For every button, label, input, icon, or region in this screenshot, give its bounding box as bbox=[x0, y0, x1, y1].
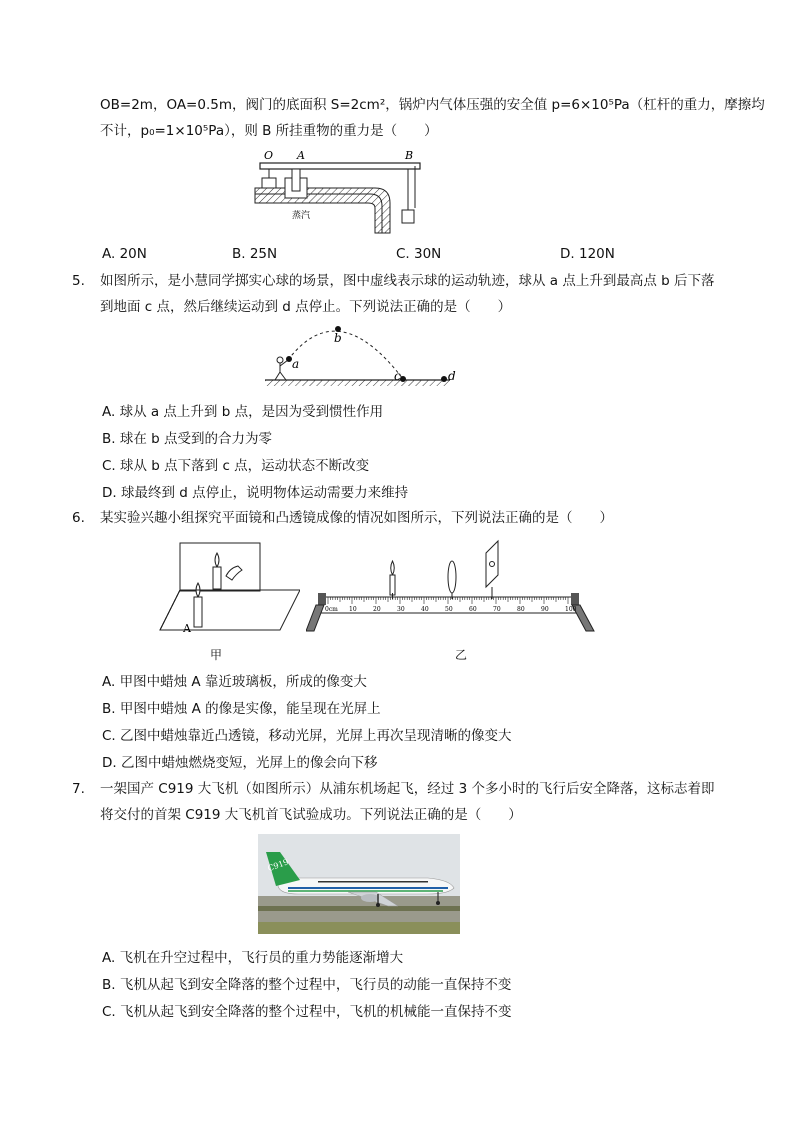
ruler-tick-label: 70 bbox=[493, 606, 501, 613]
q4-option-a[interactable]: A. 20N bbox=[102, 246, 147, 262]
ruler-tick-label: 0cm bbox=[325, 606, 338, 613]
q5-option-c[interactable]: C. 球从 b 点下落到 c 点，运动状态不断改变 bbox=[102, 458, 370, 474]
q6-option-d[interactable]: D. 乙图中蜡烛燃烧变短，光屏上的像会向下移 bbox=[102, 755, 378, 771]
q4-lever-figure bbox=[250, 148, 450, 238]
q5-text-line2: 到地面 c 点，然后继续运动到 d 点停止。下列说法正确的是（ ） bbox=[100, 299, 512, 315]
q4-text-line2: 不计，p₀=1×10⁵Pa），则 B 所挂重物的重力是（ ） bbox=[100, 123, 438, 139]
label-b: b bbox=[334, 331, 342, 345]
q6-lens-figure bbox=[306, 535, 596, 635]
c919-airplane-photo bbox=[258, 834, 460, 934]
ruler-tick-label: 100 bbox=[565, 606, 577, 613]
q6-mirror-figure bbox=[150, 540, 300, 640]
q5-text-line1: 如图所示，是小慧同学掷实心球的场景，图中虚线表示球的运动轨迹，球从 a 点上升到最高点 b 后下落 bbox=[100, 273, 715, 289]
q4-option-d[interactable]: D. 120N bbox=[560, 246, 615, 262]
label-candle-A: A bbox=[183, 622, 191, 635]
q4-option-b[interactable]: B. 25N bbox=[232, 246, 278, 262]
q7-option-c[interactable]: C. 飞机从起飞到安全降落的整个过程中，飞机的机械能一直保持不变 bbox=[102, 1004, 512, 1020]
q7-option-a[interactable]: A. 飞机在升空过程中，飞行员的重力势能逐渐增大 bbox=[102, 950, 404, 966]
label-B: B bbox=[405, 149, 414, 162]
ruler-tick-label: 30 bbox=[397, 606, 405, 613]
ruler-tick-label: 80 bbox=[517, 606, 525, 613]
q7-option-b[interactable]: B. 飞机从起飞到安全降落的整个过程中，飞行员的动能一直保持不变 bbox=[102, 977, 512, 993]
label-c: c bbox=[394, 369, 401, 383]
ruler-tick-label: 50 bbox=[445, 606, 453, 613]
q7-text-line2: 将交付的首架 C919 大飞机首飞试验成功。下列说法正确的是（ ） bbox=[100, 807, 522, 823]
label-steam: 蒸汽 bbox=[292, 211, 311, 221]
q5-option-a[interactable]: A. 球从 a 点上升到 b 点，是因为受到惯性作用 bbox=[102, 404, 384, 420]
q6-option-c[interactable]: C. 乙图中蜡烛靠近凸透镜，移动光屏，光屏上再次呈现清晰的像变大 bbox=[102, 728, 512, 744]
ruler-tick-label: 60 bbox=[469, 606, 477, 613]
q5-number: 5. bbox=[72, 273, 85, 289]
ruler-tick-label: 90 bbox=[541, 606, 549, 613]
q6-number: 6. bbox=[72, 510, 85, 526]
q4-option-c[interactable]: C. 30N bbox=[396, 246, 442, 262]
q6-option-b[interactable]: B. 甲图中蜡烛 A 的像是实像，能呈现在光屏上 bbox=[102, 701, 381, 717]
ruler-tick-label: 20 bbox=[373, 606, 381, 613]
q7-text-line1: 一架国产 C919 大飞机（如图所示）从浦东机场起飞，经过 3 个多小时的飞行后安全降落，这标志着即 bbox=[100, 781, 715, 797]
q7-number: 7. bbox=[72, 781, 85, 797]
svg-text:C919: C919 bbox=[266, 857, 290, 874]
label-A: A bbox=[297, 149, 305, 162]
ruler-tick-label: 40 bbox=[421, 606, 429, 613]
q6-option-a[interactable]: A. 甲图中蜡烛 A 靠近玻璃板，所成的像变大 bbox=[102, 674, 367, 690]
label-a: a bbox=[292, 357, 300, 371]
ruler-tick-label: 10 bbox=[349, 606, 357, 613]
q5-option-b[interactable]: B. 球在 b 点受到的合力为零 bbox=[102, 431, 272, 447]
caption-yi: 乙 bbox=[455, 648, 468, 662]
q6-text-line1: 某实验兴趣小组探究平面镜和凸透镜成像的情况如图所示，下列说法正确的是（ ） bbox=[100, 510, 613, 526]
label-d: d bbox=[448, 369, 456, 383]
caption-jia: 甲 bbox=[210, 648, 223, 662]
q5-throw-figure bbox=[260, 322, 460, 392]
label-O: O bbox=[264, 149, 274, 162]
q4-text-line1: OB=2m，OA=0.5m，阀门的底面积 S=2cm²，锅炉内气体压强的安全值 p=6×10⁵Pa（杠杆的重力，摩擦均 bbox=[100, 97, 765, 113]
q5-option-d[interactable]: D. 球最终到 d 点停止，说明物体运动需要力来维持 bbox=[102, 485, 409, 501]
